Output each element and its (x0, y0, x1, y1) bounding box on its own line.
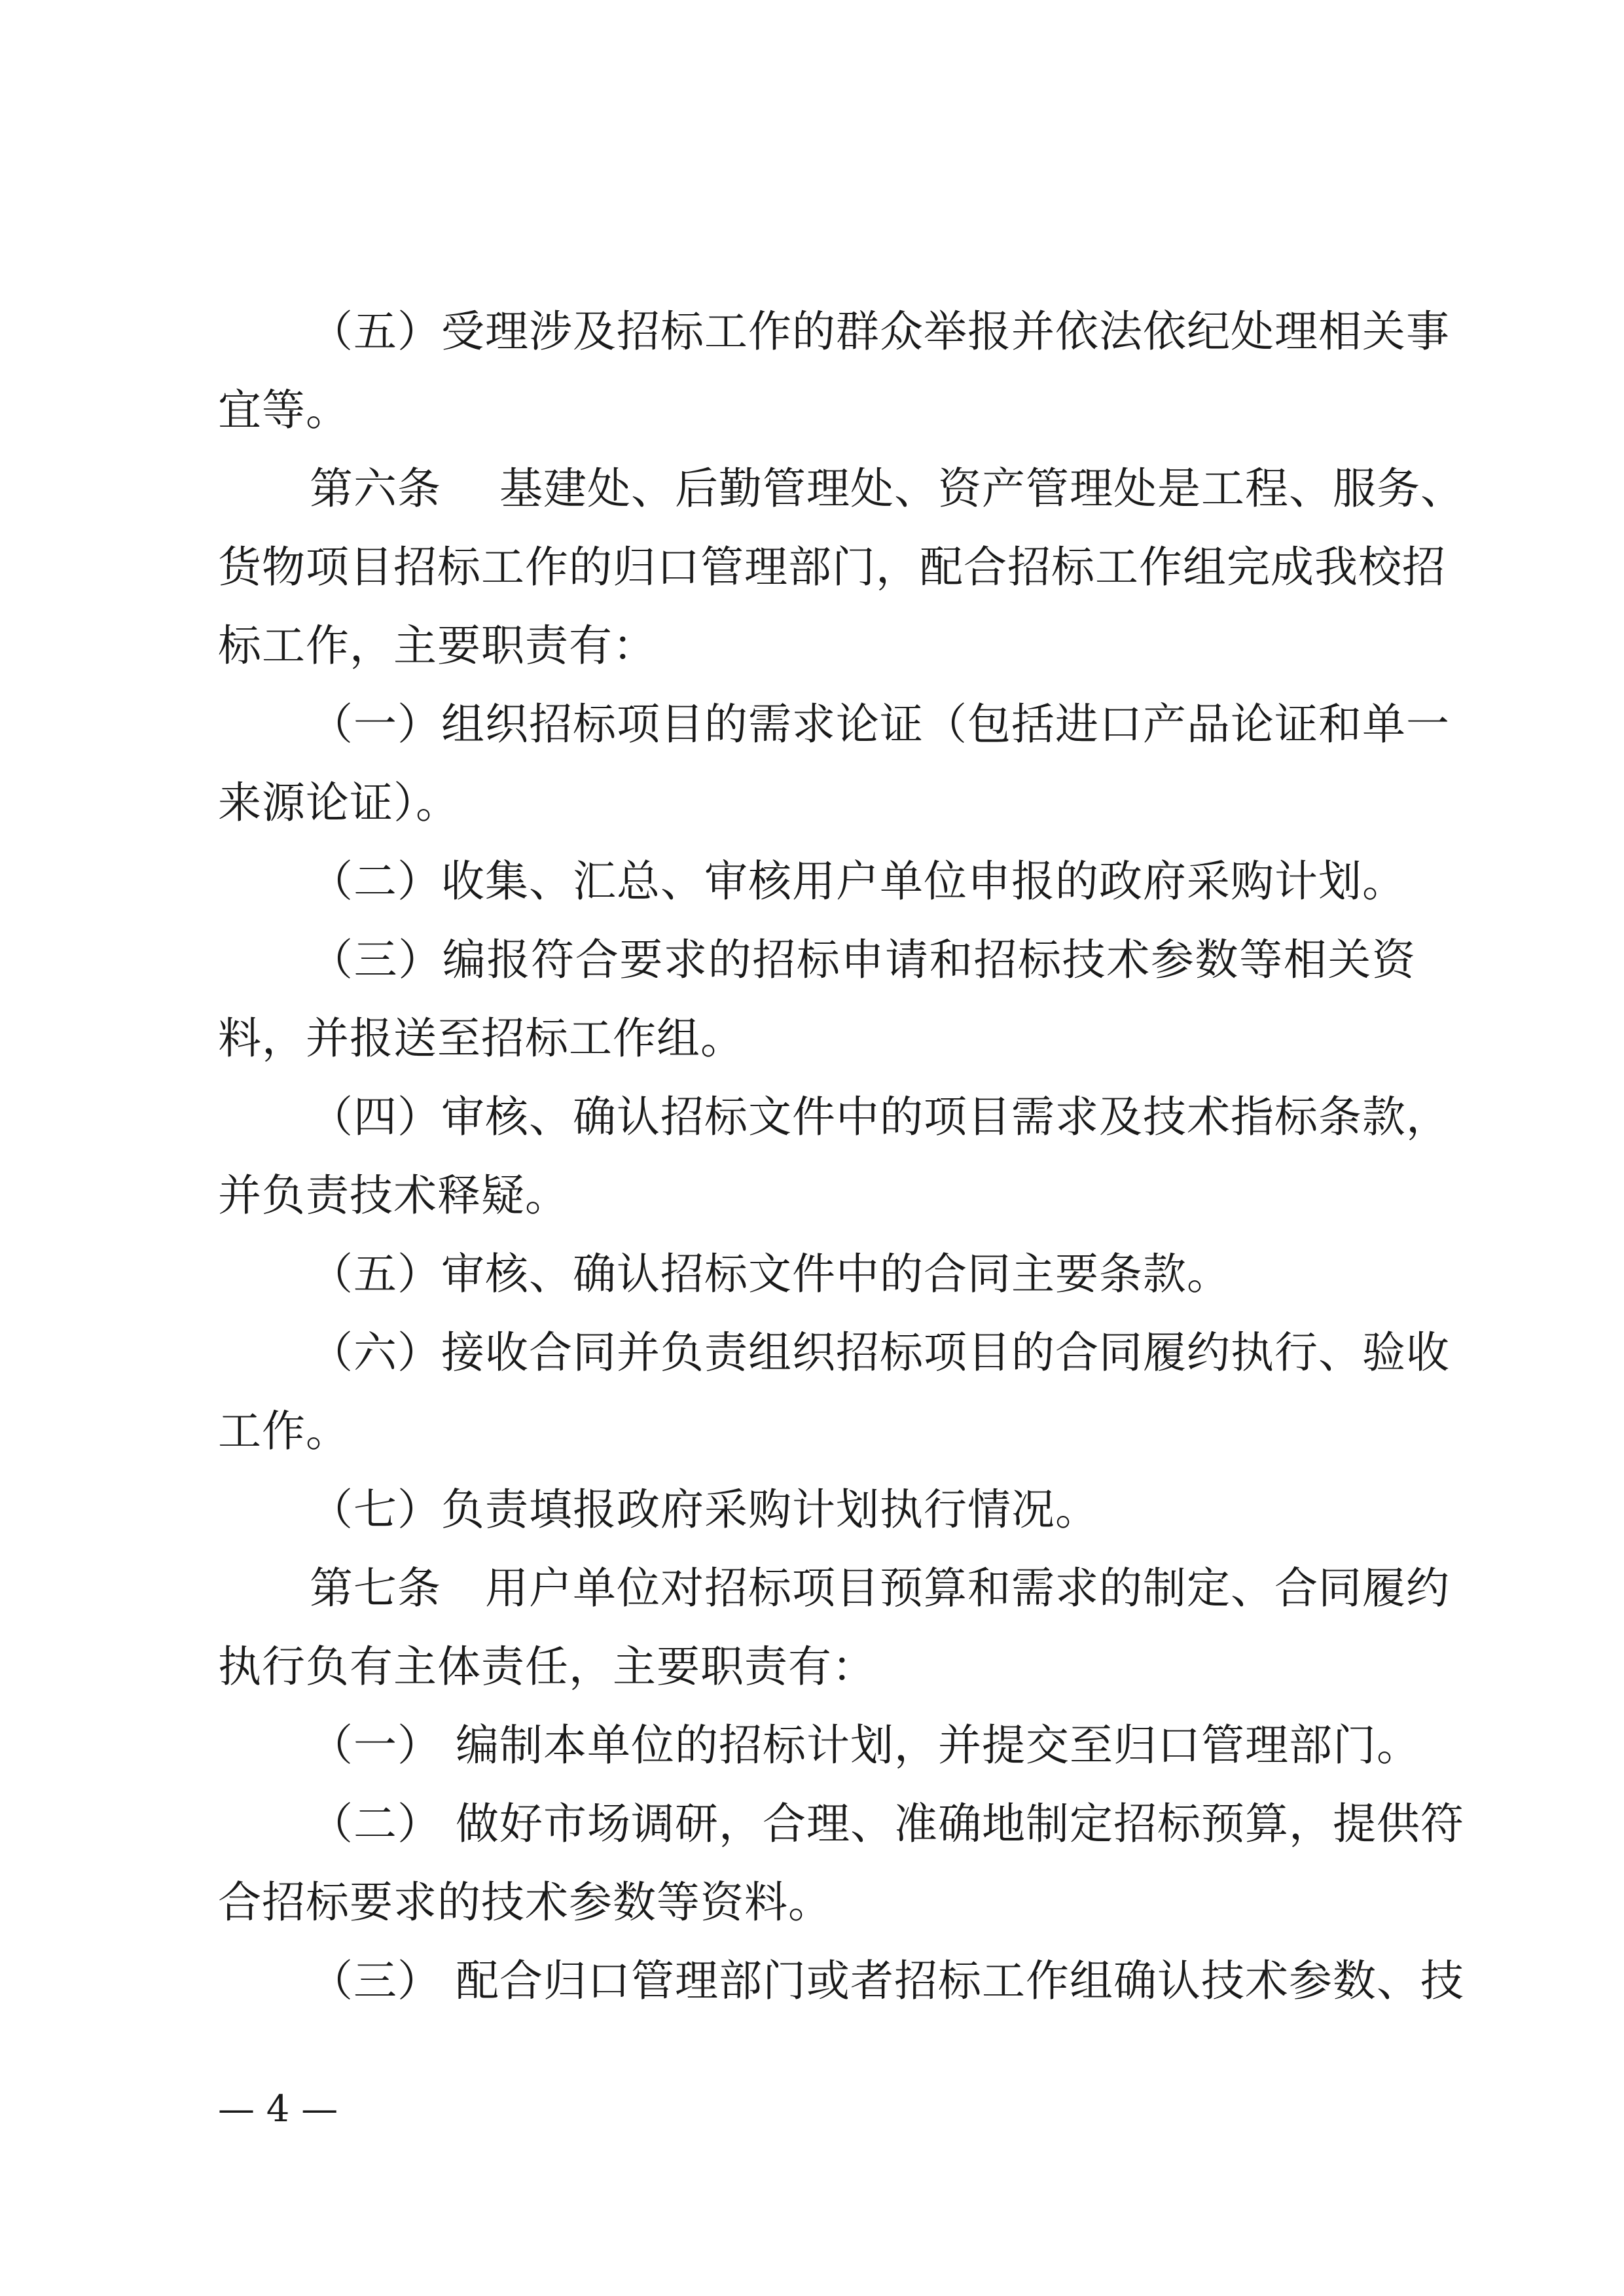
text-line: （五）审核、确认招标文件中的合同主要条款。 (310, 1249, 1231, 1299)
text-line: （二）收集、汇总、审核用户单位申报的政府采购计划。 (310, 856, 1406, 906)
text-line: 标工作，主要职责有： (218, 620, 657, 671)
text-line: 合招标要求的技术参数等资料。 (218, 1877, 832, 1928)
text-line: 货物项目招标工作的归口管理部门，配合招标工作组完成我校招 (218, 542, 1446, 592)
text-line: （三） 配合归口管理部门或者招标工作组确认技术参数、技 (310, 1956, 1464, 2006)
text-line: 来源论证）。 (218, 778, 460, 828)
text-line: （二） 做好市场调研，合理、准确地制定招标预算，提供符 (310, 1799, 1464, 1849)
text-line: 执行负有主体责任，主要职责有： (218, 1641, 876, 1692)
text-line: 宜等。 (218, 385, 350, 435)
text-line: （五）受理涉及招标工作的群众举报并依法依纪处理相关事 (310, 306, 1450, 357)
text-line: （一）组织招标项目的需求论证（包括进口产品论证和单一 (310, 699, 1450, 749)
text-line: （三）编报符合要求的招标申请和招标技术参数等相关资 (310, 935, 1416, 985)
text-line: 并负责技术释疑。 (218, 1170, 569, 1221)
article-heading-line: 第七条 用户单位对招标项目预算和需求的制定、合同履约 (310, 1563, 1450, 1613)
text-line: （六）接收合同并负责组织招标项目的合同履约执行、验收 (310, 1327, 1450, 1378)
text-line: 工作。 (218, 1406, 350, 1456)
article-heading-line: 第六条 基建处、后勤管理处、资产管理处是工程、服务、 (310, 463, 1464, 514)
text-line: 料，并报送至招标工作组。 (218, 1013, 744, 1064)
text-line: （七）负责填报政府采购计划执行情况。 (310, 1484, 1099, 1535)
page-number: — 4 — (218, 2088, 338, 2130)
text-line: （四）审核、确认招标文件中的项目需求及技术指标条款， (310, 1092, 1450, 1142)
text-line: （一） 编制本单位的招标计划，并提交至归口管理部门。 (310, 1720, 1420, 1770)
